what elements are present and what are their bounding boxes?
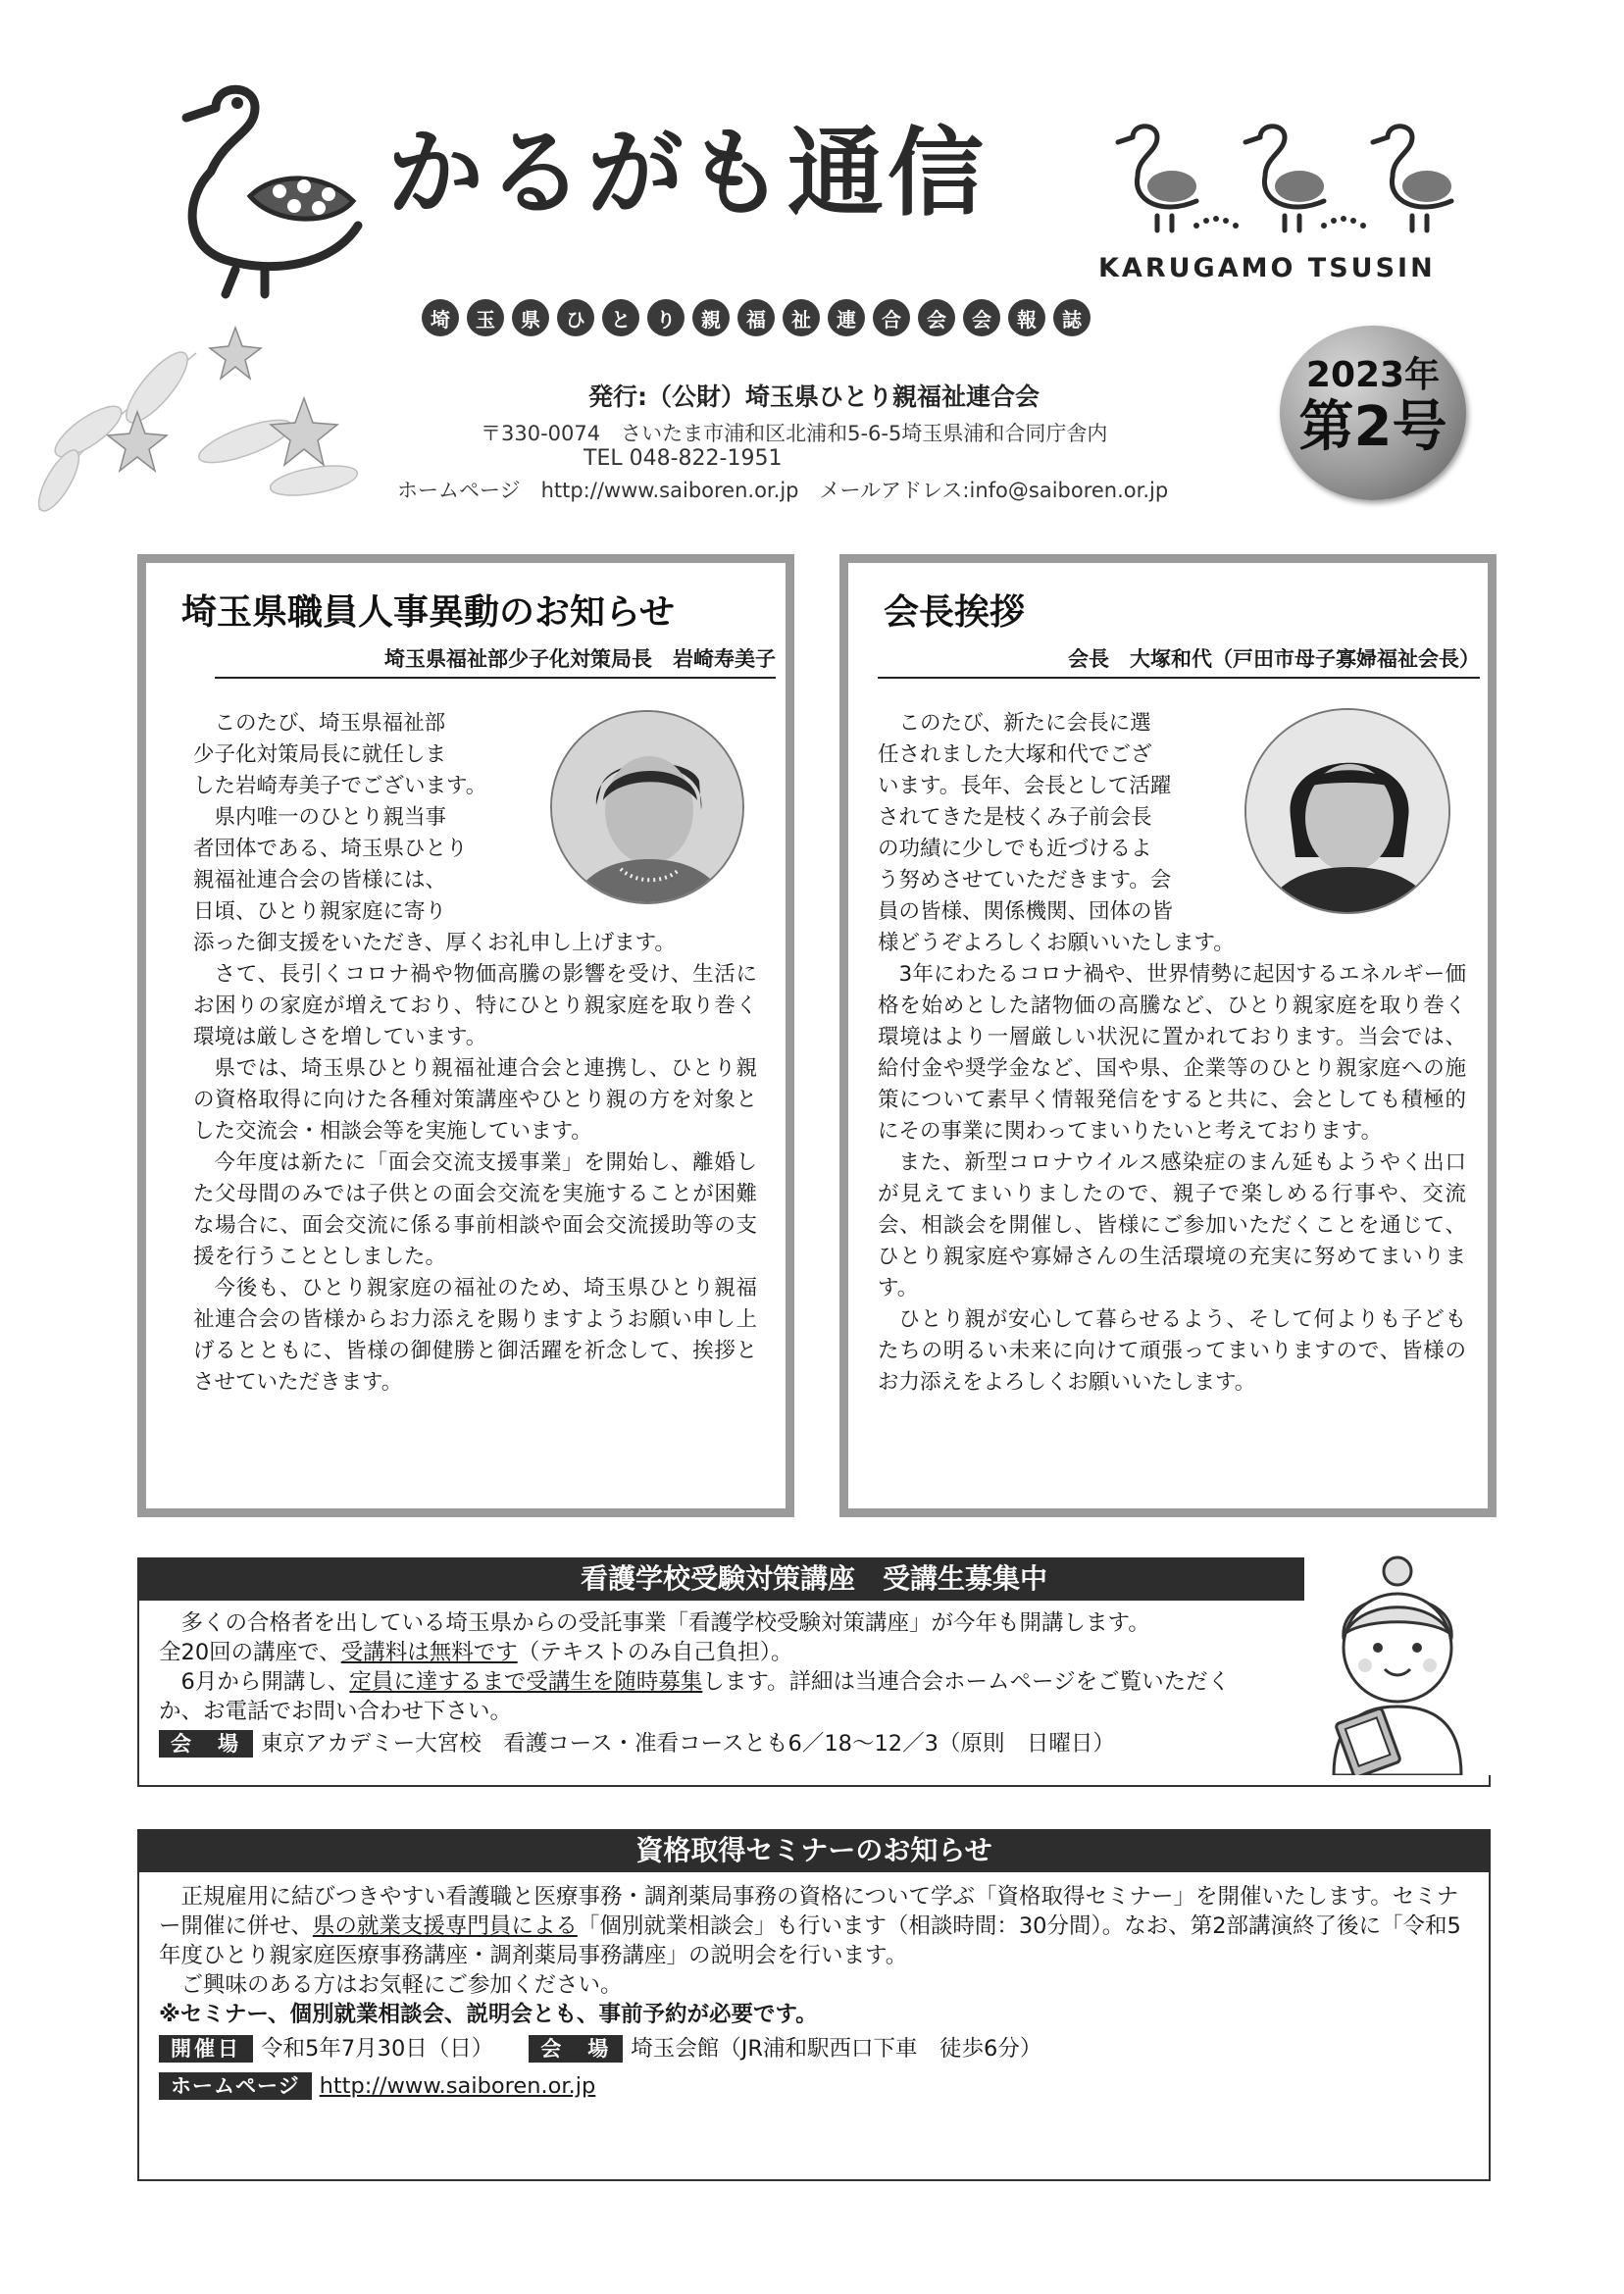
text: します。詳細は当連合会ホームページをご覧いただくか、お電話でお問い合わせ下さい。 [159,1669,1231,1724]
notice-heading: 資格取得セミナーのお知らせ [137,1829,1491,1872]
article-intro [878,708,1245,928]
subtitle-char-badge: り [647,299,685,336]
notice-nursing [137,1557,1497,1787]
paragraph: 今後も、ひとり親家庭の福祉のため、埼玉県ひとり親福祉連合会の皆様からお力添えを賜りますようお願い申し上げるとともに、皆様の御健勝と御活躍を祈念して、挨拶とさせていただきます。 [193,1276,757,1395]
paragraph: ひとり親が安心して暮らせるよう、そして何よりも子どもたちの明るい未来に向けて頑張ってまいりますので、皆様のお力添えをよろしくお願いいたします。 [878,1307,1466,1395]
subtitle-char-badge: 会 [918,299,955,336]
venue-line [159,1728,1267,1759]
intro-line: の功績に少しでも近づけるよ [878,837,1152,861]
subtitle-char-badge: 福 [737,299,775,336]
paragraph: また、新型コロナウイルス感染症のまん延もようやく出口が見えてまいりましたので、親子で楽しめる行事や、交流会、相談会を開催し、皆様にご参加いただくことを通じて、ひとり親家庭や寡婦さんの生活環境の充実に努めてまいります。 [878,1150,1466,1300]
subtitle-char-badge: 合 [873,299,910,336]
intro-line: 員の皆様、関係機関、団体の皆 [878,899,1174,924]
text: 全20回の講座で、 [159,1640,341,1665]
publisher: 発行:（公財）埼玉県ひとり親福祉連合会 [588,382,1040,411]
website-link[interactable]: http://www.saiboren.or.jp [319,2073,596,2099]
article-body [193,928,757,1399]
duck-logo-icon [157,78,382,299]
paragraph: 3年にわたるコロナ禍や、世界情勢に起因するエネルギー価格を始めとした諸物価の高騰など、ひとり親家庭を取り巻く環境はより一層厳しい状況に置かれております。当会では、給付金や奨学金など、国や県、企業等のひとり親家庭への施策について素早く情報発信をすると共に、会としても積極的にその事業に関わってまいりたいと考えております。 [878,962,1466,1144]
intro-line: 任されました大塚和代でござ [878,742,1152,767]
paragraph: 添った御支援をいただき、厚くお礼申し上げます。 [193,931,676,955]
paragraph: ご興味のある方はお気軽にご参加ください。 [180,1972,623,1998]
date-venue-line [159,2033,1473,2065]
emphasis-text: 県の就業支援専門員による [312,1913,578,1939]
paragraph [159,1638,1267,1667]
article-author: 会長 大塚和代（戸田市母子寡婦福祉会長） [878,643,1480,679]
date-text: 令和5年7月30日（日） [261,2036,494,2062]
issue-number: 第2号 [1298,395,1447,459]
intro-line: 者団体である、埼玉県ひとり [193,837,468,861]
subtitle-badges [422,299,1091,336]
flower-decoration [20,294,392,520]
intro-line: う努めさせていただきます。会 [878,868,1172,892]
title-roman: KARUGAMO TSUSIN [1098,253,1436,283]
intro-line: 少子化対策局長に就任しま [193,742,447,767]
intro-line: 親福祉連合会の皆様には、 [193,868,447,892]
notice-seminar [137,1829,1497,2181]
issue-badge [1280,326,1466,500]
paragraph: 今年度は新たに「面会交流支援事業」を開始し、離婚した父母間のみでは子供との面会交流を実施することが困難な場合に、面会交流に係る事前相談や面会交流援助等の支援を行うこととしました。 [193,1150,757,1269]
author-photo [1244,708,1450,914]
venue-text: 埼玉会館（JR浦和駅西口下車 徒歩6分） [631,2036,1042,2062]
text: （テキストのみ自己負担）。 [517,1640,793,1665]
venue-text: 東京アカデミー大宮校 看護コース・准看コースとも6／18～12／3（原則 日曜日） [261,1731,1115,1757]
paragraph: さて、長引くコロナ禍や物価高騰の影響を受け、生活にお困りの家庭が増えており、特にひとり親家庭を取り巻く環境は厳しさを増しています。 [193,962,757,1049]
subtitle-char-badge: 県 [512,299,549,336]
article-intro [193,708,546,928]
paragraph [159,1882,1473,1970]
publisher-tel: TEL 048-822-1951 [584,446,783,471]
notice-body [159,1882,1473,2102]
date-label: 開催日 [159,2035,253,2063]
paragraph: 多くの合格者を出している埼玉県からの受託事業「看護学校受験対策講座」が今年も開講します。 [180,1610,1150,1636]
publisher-web: ホームページ http://www.saiboren.or.jp メールアドレス:info@saiboren.or.jp [397,479,1169,502]
intro-line: 日頃、ひとり親家庭に寄り [193,899,447,924]
publisher-address: 〒330-0074 さいたま市浦和区北浦和5-6-5埼玉県浦和合同庁舎内 [481,422,1108,445]
intro-line: した岩崎寿美子でございます。 [193,774,487,798]
issue-year: 2023年 [1305,355,1441,395]
subtitle-char-badge: 祉 [783,299,820,336]
article-right [839,554,1497,1517]
emphasis-text: 定員に達するまで受講生を随時募集 [349,1669,703,1695]
small-ducks-icon [1093,123,1486,240]
venue-label: 会 場 [159,1730,253,1758]
paragraph: 様どうぞよろしくお願いいたします。 [878,931,1235,955]
article-author: 埼玉県福祉部少子化対策局長 岩崎寿美子 [215,643,776,679]
author-photo [550,710,744,904]
nurse-illustration-icon [1304,1550,1491,1775]
website-line [159,2070,1473,2102]
article-title: 埼玉県職員人事異動のお知らせ [181,591,675,633]
subtitle-char-badge: 玉 [467,299,504,336]
subtitle-char-badge: 誌 [1053,299,1091,336]
newsletter-title: かるがも通信 [387,118,989,229]
subtitle-char-badge: 会 [963,299,1000,336]
reservation-note: ※セミナー、個別就業相談会、説明会とも、事前予約が必要です。 [159,2002,818,2027]
notice-body [159,1608,1267,1759]
article-title: 会長挨拶 [884,591,1026,633]
text: 6月から開講し、 [180,1669,350,1695]
subtitle-char-badge: 親 [692,299,730,336]
paragraph: 県では、埼玉県ひとり親福祉連合会と連携し、ひとり親の資格取得に向けた各種対策講座やひとり親の方を対象とした交流会・相談会等を実施しています。 [193,1056,757,1144]
intro-line: います。長年、会長として活躍 [878,774,1172,798]
intro-line: 県内唯一のひとり親当事 [214,805,447,830]
notice-frame [137,1601,1491,1787]
article-left [137,554,794,1517]
article-body [878,928,1466,1399]
notice-heading: 看護学校受験対策講座 受講生募集中 [137,1557,1491,1601]
venue-label: 会 場 [529,2035,623,2063]
subtitle-char-badge: ひ [557,299,594,336]
intro-line: されてきた是枝くみ子前会長 [878,805,1152,830]
text: 「個別就業相談会」も行います（相談時間：30分間）。なお、第2部講演終了後に「令和5年度ひとり親家庭医療事務講座・調剤薬局事務講座」の説明会を行います。 [159,1913,1461,1968]
text: 正規雇用に結びつきやすい看護職と医療事務・調剤薬局事務の資格について学ぶ「資格取得セミナー」を開催いたします。セミナー開催に併せ、 [159,1884,1459,1939]
intro-line: このたび、新たに会長に選 [898,711,1151,736]
paragraph [159,1667,1267,1726]
subtitle-char-badge: 連 [828,299,865,336]
subtitle-char-badge: 報 [1008,299,1045,336]
subtitle-char-badge: と [602,299,639,336]
website-label: ホームページ [159,2072,312,2100]
notice-frame [137,1872,1491,2181]
emphasis-text: 受講料は無料です [340,1640,518,1665]
intro-line: このたび、埼玉県福祉部 [214,711,446,736]
subtitle-char-badge: 埼 [422,299,459,336]
